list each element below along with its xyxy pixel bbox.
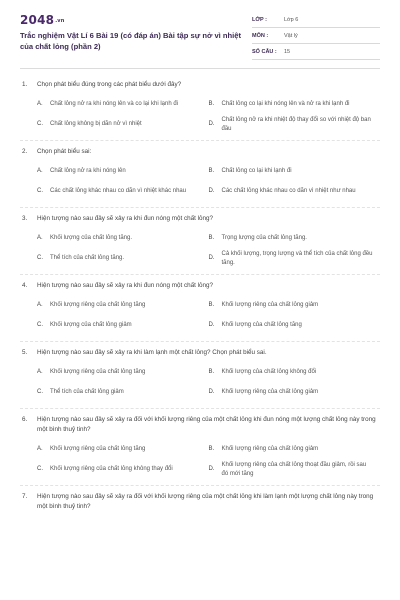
question-text: Hiện tượng nào sau đây sẽ xảy ra khi đun nóng một chất lỏng? [37,282,214,289]
option-text: Chất lỏng nở ra khi nóng lên [50,168,126,175]
answer-option[interactable] [209,182,381,202]
option-text: Chất lỏng co lại khi nóng lên và nở ra khi lạnh đi [221,101,350,108]
meta-value: 15 [284,48,291,55]
option-text: Các chất lỏng khác nhau co dãn vì nhiệt khác nhau [50,188,187,195]
question-head [20,348,380,358]
option-letter: A. [37,101,43,108]
answer-option[interactable] [209,95,381,115]
document-meta [252,12,380,60]
option-letter: C. [37,121,43,128]
option-text: Khối lượng của chất lỏng tăng [221,322,302,329]
option-text: Khối lượng riêng của chất lỏng không thay đổi [50,466,173,473]
question-number: 2. [22,148,28,155]
option-letter: B. [208,446,215,453]
page-header [0,0,400,66]
question-head [20,80,380,90]
option-letter: D. [208,466,215,473]
answer-option[interactable] [209,383,381,403]
answer-option[interactable] [209,162,381,182]
option-letter: D. [208,389,215,396]
meta-row-subject [252,28,380,44]
meta-row-class [252,12,380,28]
option-text: Khối lượng của chất lỏng không đổi [221,369,317,376]
meta-label: MÔN : [252,32,269,39]
option-letter: B. [208,369,215,376]
option-letter: B. [208,168,215,175]
question-number: 6. [22,416,28,423]
question-text: Chọn phát biểu đúng trong các phát biểu dưới đây? [37,81,182,88]
option-letter: C. [37,255,43,262]
option-text: Khối lượng của chất lỏng giảm [50,322,132,329]
question-number: 5. [22,349,28,356]
option-text: Chất lỏng nở ra khi nóng lên và co lại khi lạnh đi [50,101,179,108]
meta-value: Lớp 6 [284,16,299,23]
question-text: Chọn phát biểu sai: [37,148,92,155]
option-text: Chất lỏng không bị dãn nở vì nhiệt [50,121,142,128]
answer-option[interactable] [209,460,381,480]
question-head [20,147,380,157]
option-letter: B. [208,302,215,309]
question-list [0,80,400,523]
answer-option[interactable] [209,115,381,135]
answer-options [20,162,380,202]
answer-option[interactable] [209,316,381,336]
question-item [20,80,380,141]
answer-option[interactable] [37,316,209,336]
question-number: 7. [22,493,28,500]
answer-option[interactable] [37,229,209,249]
option-letter: B. [208,235,215,242]
question-item [20,281,380,342]
header-divider [20,68,380,69]
answer-option[interactable] [37,296,209,316]
question-item [20,415,380,486]
option-letter: C. [37,322,43,329]
answer-option[interactable] [37,440,209,460]
question-number: 3. [22,215,28,222]
option-text: Thể tích của chất lỏng tăng. [50,255,125,262]
option-text: Khối lượng riêng của chất lỏng thoạt đầu giảm, rồi sau đó mới tăng [221,461,367,477]
question-item [20,147,380,208]
option-letter: A. [37,302,43,309]
answer-option[interactable] [37,182,209,202]
option-letter: D. [208,255,215,262]
question-item [20,348,380,409]
option-letter: C. [37,466,43,473]
answer-option[interactable] [209,363,381,383]
question-head [20,214,380,224]
answer-option[interactable] [37,460,209,480]
option-letter: B. [208,101,215,108]
option-letter: A. [37,168,43,175]
question-item [20,214,380,275]
question-text: Hiện tượng nào sau đây sẽ xảy ra đối với khối lượng riêng của một chất lỏng khi đun nóng một lượng chất lỏng này trong một bình thuỷ tinh? [37,416,376,433]
question-text: Hiện tượng nào sau đây sẽ xảy ra đối với khối lượng riêng của một chất lỏng khi làm lạnh một lượng chất lỏng này trong một bình thuỷ tinh? [37,493,374,510]
answer-options [20,296,380,336]
option-text: Khối lượng riêng của chất lỏng tăng [50,369,146,376]
answer-option[interactable] [209,296,381,316]
logo-main: 2048 [20,13,55,27]
option-letter: C. [37,389,43,396]
option-text: Cả khối lượng, trọng lượng và thể tích của chất lỏng đều tăng. [221,250,373,266]
meta-value: Vật lý [284,32,298,39]
option-text: Khối lượng riêng của chất lỏng tăng [50,302,146,309]
question-text: Hiện tượng nào sau đây sẽ xảy ra khi đun nóng một chất lỏng? [37,215,214,222]
answer-option[interactable] [209,440,381,460]
answer-option[interactable] [37,363,209,383]
meta-row-count [252,44,380,60]
option-text: Khối lượng riêng của chất lỏng giảm [221,302,319,309]
document-title: Trắc nghiệm Vật Lí 6 Bài 19 (có đáp án) Bài tập sự nở vì nhiệt của chất lỏng (phần 2) [20,31,242,51]
answer-option[interactable] [37,95,209,115]
option-text: Khối lượng của chất lỏng tăng. [50,235,133,242]
option-text: Khối lượng riêng của chất lỏng tăng [50,446,146,453]
question-number: 1. [22,81,28,88]
question-head [20,492,380,512]
option-letter: D. [208,188,215,195]
question-text: Hiện tượng nào sau đây sẽ xảy ra khi làm lạnh một chất lỏng? Chọn phát biểu sai. [37,349,267,356]
question-head [20,415,380,435]
question-number: 4. [22,282,28,289]
option-letter: D. [208,322,215,329]
answer-option[interactable] [37,383,209,403]
answer-option[interactable] [209,249,381,269]
question-head [20,281,380,291]
option-text: Chất lỏng co lại khi lạnh đi [221,168,292,175]
answer-options [20,363,380,403]
answer-option[interactable] [37,162,209,182]
logo-suffix: .vn [55,17,65,24]
answer-options [20,440,380,480]
option-text: Thể tích của chất lỏng giảm [50,389,124,396]
option-letter: A. [37,446,43,453]
option-text: Chất lỏng nở ra khi nhiệt độ thay đổi so với nhiệt độ ban đầu [221,116,371,132]
question-item [20,492,380,517]
option-text: Khối lượng riêng của chất lỏng giảm [221,446,319,453]
option-letter: A. [37,369,43,376]
option-letter: C. [37,188,43,195]
answer-options [20,229,380,269]
answer-options [20,95,380,135]
option-text: Trọng lượng của chất lỏng tăng. [221,235,307,242]
meta-label: SỐ CÂU : [252,48,277,55]
answer-option[interactable] [37,115,209,135]
option-text: Các chất lỏng khác nhau co dãn vì nhiệt như nhau [221,188,356,195]
meta-label: LỚP : [252,16,267,23]
answer-option[interactable] [37,249,209,269]
site-logo[interactable] [20,13,65,27]
answer-option[interactable] [209,229,381,249]
option-text: Khối lượng riêng của chất lỏng giảm [221,389,319,396]
option-letter: A. [37,235,43,242]
option-letter: D. [208,121,215,128]
